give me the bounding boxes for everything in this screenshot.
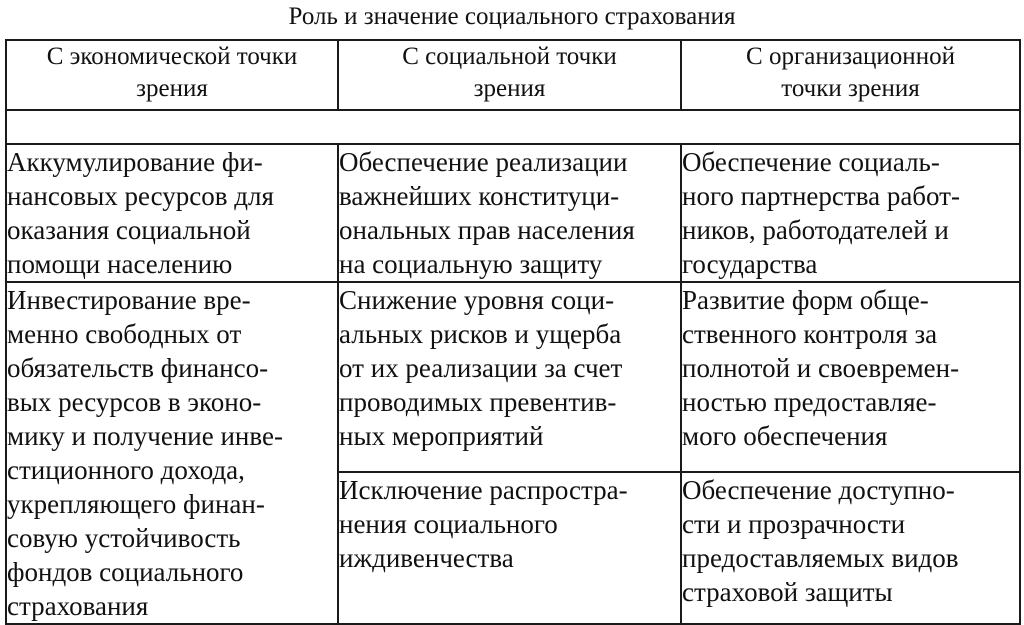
table-title: Роль и значение социального страхования bbox=[288, 3, 736, 30]
cell-social bbox=[338, 282, 681, 472]
cell-line: важнейших конституци- bbox=[339, 181, 620, 211]
cell-organizational bbox=[681, 144, 1020, 282]
table-row bbox=[6, 282, 1020, 472]
cell-line: вых ресурсов в эконо- bbox=[7, 387, 262, 417]
cell-line: ональных прав населения bbox=[339, 215, 635, 245]
header-row bbox=[6, 40, 1020, 110]
header-social bbox=[338, 40, 681, 110]
header-line: точки зрения bbox=[781, 75, 920, 102]
empty-cell bbox=[6, 110, 1020, 144]
cell-line: проводимых превентив- bbox=[339, 387, 617, 417]
cell-organizational bbox=[681, 282, 1020, 472]
cell-economic bbox=[6, 144, 338, 282]
header-economic bbox=[6, 40, 338, 110]
cell-organizational bbox=[681, 472, 1020, 624]
header-line: зрения bbox=[473, 75, 546, 102]
cell-line: Обеспечение социаль- bbox=[682, 147, 940, 177]
cell-social bbox=[338, 144, 681, 282]
cell-line: Развитие форм обще- bbox=[682, 285, 929, 315]
cell-line: страхования bbox=[7, 591, 149, 621]
cell-line: Обеспечение доступно- bbox=[682, 474, 955, 505]
header-line: С организационной bbox=[746, 43, 955, 70]
cell-line: страховой защиты bbox=[682, 576, 893, 607]
cell-line: обязательств финансо- bbox=[7, 353, 269, 383]
cell-line: ного партнерства работ- bbox=[682, 181, 960, 211]
cell-line: Снижение уровня соци- bbox=[339, 285, 615, 315]
cell-line: Аккумулирование фи- bbox=[7, 147, 263, 177]
cell-line: на социальную защиту bbox=[339, 249, 603, 279]
cell-social bbox=[338, 472, 681, 624]
cell-line: ственного контроля за bbox=[682, 319, 938, 349]
cell-line: фондов социального bbox=[7, 557, 244, 587]
cell-line: нения социального bbox=[339, 508, 558, 539]
header-line: С экономической точки bbox=[46, 43, 298, 70]
spacer-row bbox=[6, 110, 1020, 144]
cell-line: помощи населению bbox=[7, 249, 233, 279]
cell-line: Инвестирование вре- bbox=[7, 285, 251, 315]
cell-line: альных рисков и ущерба bbox=[339, 319, 622, 349]
cell-line: мику и получение инве- bbox=[7, 421, 283, 451]
cell-line: от их реализации за счет bbox=[339, 353, 623, 383]
cell-line: Исключение распростра- bbox=[339, 474, 628, 505]
cell-line: сти и прозрачности bbox=[682, 508, 906, 539]
header-line: С социальной точки bbox=[402, 43, 617, 70]
cell-line: ников, работодателей и bbox=[682, 215, 949, 245]
cell-line: укрепляющего финан- bbox=[7, 489, 265, 519]
cell-line: ностью предоставляе- bbox=[682, 387, 937, 417]
cell-line: предоставляемых видов bbox=[682, 542, 959, 573]
table-row bbox=[6, 144, 1020, 282]
cell-line: государства bbox=[682, 249, 818, 279]
cell-line: Обеспечение реализации bbox=[339, 147, 628, 177]
header-organizational bbox=[681, 40, 1020, 110]
cell-line: иждивенчества bbox=[339, 542, 514, 573]
cell-line: оказания социальной bbox=[7, 215, 251, 245]
cell-line: стиционного дохода, bbox=[7, 455, 245, 485]
header-line: зрения bbox=[136, 75, 208, 102]
cell-line: менно свободных от bbox=[7, 319, 242, 349]
cell-line: мого обеспечения bbox=[682, 421, 888, 451]
cell-line: нансовых ресурсов для bbox=[7, 181, 274, 211]
cell-line: совую устойчивость bbox=[7, 523, 241, 553]
cell-line: полнотой и своевремен- bbox=[682, 353, 960, 383]
cell-line: ных мероприятий bbox=[339, 421, 544, 451]
cell-economic bbox=[6, 282, 338, 624]
social-insurance-table bbox=[5, 39, 1021, 625]
